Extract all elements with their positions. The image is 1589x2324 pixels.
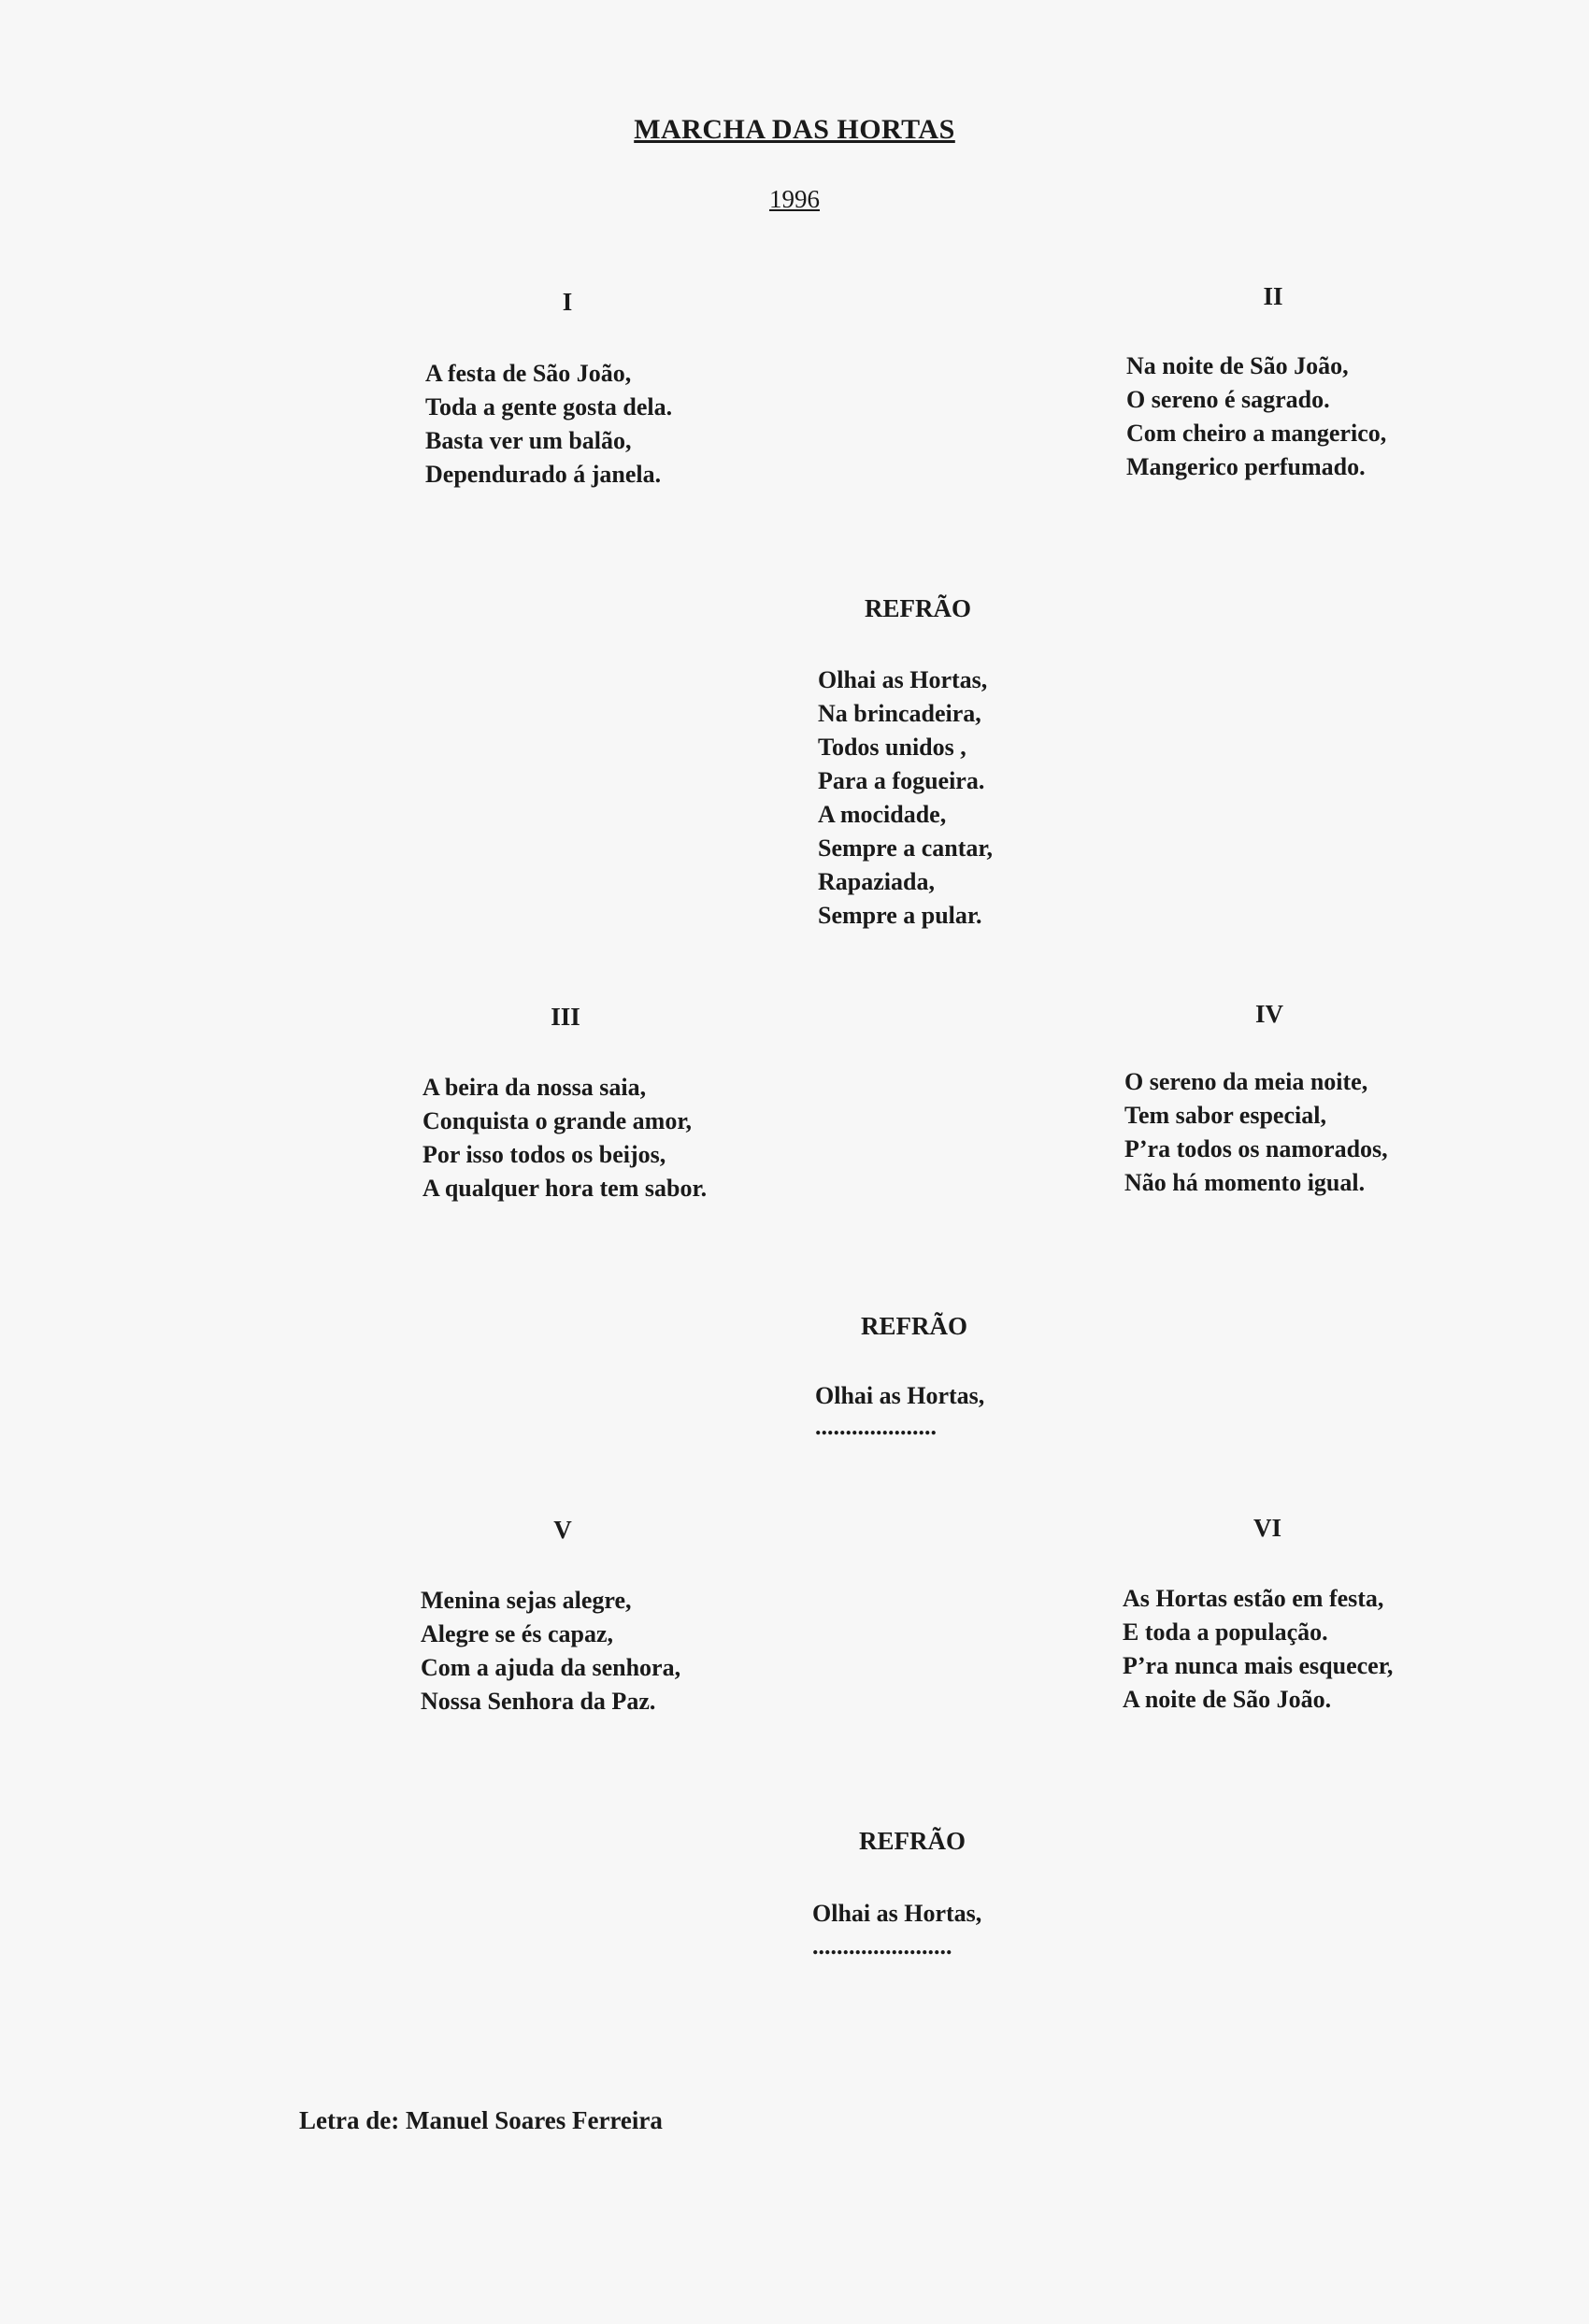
refrain-line: Olhai as Hortas, (818, 666, 988, 693)
refrain-first-line: Olhai as Hortas, (815, 1382, 985, 1409)
verse-line: A beira da nossa saia, (422, 1074, 647, 1101)
verse-line: Menina sejas alegre, (421, 1587, 632, 1614)
refrain-continuation: .................... (815, 1413, 937, 1440)
refrain-line: Rapaziada, (818, 868, 935, 895)
refrain-heading: REFRÃO (865, 594, 971, 622)
verse-line: P’ra todos os namorados, (1124, 1135, 1388, 1162)
verse-line: Na noite de São João, (1126, 352, 1349, 379)
refrain-first-line: Olhai as Hortas, (812, 1900, 982, 1927)
verse-line: Nossa Senhora da Paz. (421, 1688, 656, 1715)
verse-line: O sereno da meia noite, (1124, 1068, 1368, 1095)
page-title: MARCHA DAS HORTAS (634, 114, 955, 145)
verse-iv (1124, 1065, 1388, 1200)
verse-line: Com a ajuda da senhora, (421, 1654, 681, 1681)
verse-vi (1123, 1582, 1393, 1717)
verse-heading-iv: IV (1254, 1000, 1283, 1028)
refrain-heading: REFRÃO (859, 1827, 966, 1855)
verse-line: Não há momento igual. (1124, 1169, 1366, 1196)
verse-ii (1126, 349, 1386, 484)
verse-line: E toda a população. (1123, 1618, 1328, 1646)
year-label: 1996 (769, 185, 820, 213)
verse-heading-iii: III (551, 1003, 580, 1031)
verse-line: O sereno é sagrado. (1126, 386, 1330, 413)
verse-line: Por isso todos os beijos, (422, 1141, 666, 1168)
verse-v (421, 1584, 680, 1718)
verse-line: Conquista o grande amor, (422, 1107, 692, 1134)
refrain-line: Sempre a pular. (818, 902, 982, 929)
verse-line: Mangerico perfumado. (1126, 453, 1366, 480)
author-credit: Letra de: Manuel Soares Ferreira (299, 2106, 663, 2134)
verse-line: A qualquer hora tem sabor. (422, 1175, 708, 1202)
verse-line: A noite de São João. (1123, 1686, 1332, 1713)
refrain-line: A mocidade, (818, 801, 947, 828)
refrain-continuation: ....................... (812, 1932, 952, 1960)
verse-line: A festa de São João, (425, 360, 632, 387)
verse-line: P’ra nunca mais esquecer, (1123, 1652, 1394, 1679)
verse-line: As Hortas estão em festa, (1123, 1585, 1384, 1612)
verse-i (425, 357, 672, 492)
verse-heading-v: V (553, 1516, 572, 1544)
refrain-line: Para a fogueira. (818, 767, 985, 794)
verse-iii (422, 1071, 707, 1205)
verse-line: Tem sabor especial, (1124, 1102, 1326, 1129)
verse-heading-i: I (562, 288, 573, 316)
refrain-line: Na brincadeira, (818, 700, 981, 727)
verse-line: Com cheiro a mangerico, (1126, 420, 1387, 447)
refrain-full (818, 663, 993, 933)
verse-heading-vi: VI (1253, 1514, 1281, 1542)
verse-line: Toda a gente gosta dela. (425, 393, 673, 421)
refrain-heading: REFRÃO (861, 1312, 967, 1340)
verse-heading-ii: II (1263, 282, 1283, 310)
refrain-line: Sempre a cantar, (818, 834, 994, 862)
refrain-line: Todos unidos , (818, 734, 966, 761)
verse-line: Dependurado á janela. (425, 461, 662, 488)
verse-line: Alegre se és capaz, (421, 1620, 614, 1647)
verse-line: Basta ver um balão, (425, 427, 632, 454)
